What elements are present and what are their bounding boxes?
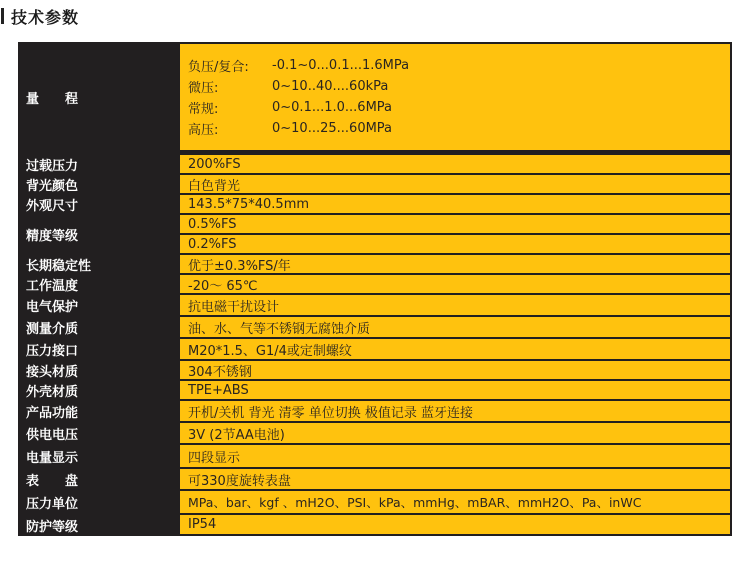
range-key: 微压: [188, 81, 219, 96]
table-row [18, 316, 732, 338]
range-key: 负压/复合: [188, 60, 249, 75]
row-value: TPE+ABS [180, 381, 730, 399]
row-value: 143.5*75*40.5mm [180, 195, 730, 213]
table-row [18, 490, 732, 514]
section-title: 技术参数 [11, 7, 80, 27]
row-value: 四段显示 [180, 445, 730, 467]
row-label: 供电电压 [26, 427, 79, 443]
row-value: MPa、bar、kgf 、mH2O、PSI、kPa、mmHg、mBAR、mmH2O、Pa、inWC [180, 491, 730, 513]
row-label: 外观尺寸 [26, 198, 79, 214]
row-label: 外壳材质 [26, 384, 79, 400]
row-label: 量 程 [26, 91, 79, 107]
row-value: 0.2%FS [180, 235, 730, 253]
table-row [18, 422, 732, 444]
range-value: 0~10...25...60MPa [272, 121, 393, 136]
table-row [18, 380, 732, 400]
table-row [18, 194, 732, 214]
row-value: 可330度旋转表盘 [180, 469, 730, 489]
row-value: 油、水、气等不锈钢无腐蚀介质 [180, 317, 730, 337]
range-value: 0~10..40....60kPa [272, 79, 389, 94]
row-value: -20～ 65℃ [180, 275, 730, 293]
range-line [188, 118, 392, 139]
row-label: 压力接口 [26, 343, 79, 359]
row-value: IP54 [180, 515, 730, 534]
row-label: 产品功能 [26, 405, 79, 421]
row-label: 接头材质 [26, 364, 79, 380]
table-row-range [18, 42, 732, 152]
table-row [18, 254, 732, 274]
range-key: 高压: [188, 123, 219, 138]
row-values [180, 42, 730, 152]
row-label: 表 盘 [26, 473, 79, 489]
row-label: 长期稳定性 [26, 258, 92, 274]
table-row [18, 338, 732, 360]
range-cell [180, 44, 730, 150]
row-value: 304不锈钢 [180, 361, 730, 379]
row-value: 抗电磁干扰设计 [180, 295, 730, 315]
row-value: 白色背光 [180, 175, 730, 193]
row-label: 精度等级 [26, 228, 79, 244]
table-row [18, 514, 732, 536]
table-row [18, 174, 732, 194]
row-label: 测量介质 [26, 321, 79, 337]
range-key: 常规: [188, 102, 219, 117]
table-row [18, 274, 732, 294]
title-accent-bar [1, 8, 4, 24]
row-label: 压力单位 [26, 496, 79, 512]
row-value: 开机/关机 背光 清零 单位切换 极值记录 蓝牙连接 [180, 401, 730, 421]
table-row [18, 154, 732, 174]
table-row [18, 214, 732, 254]
range-value: 0~0.1...1.0...6MPa [272, 100, 393, 115]
range-line [188, 76, 388, 97]
table-row [18, 400, 732, 422]
range-value: -0.1~0...0.1...1.6MPa [272, 58, 410, 73]
range-line [188, 55, 409, 76]
table-row [18, 468, 732, 490]
spec-table [18, 42, 732, 536]
row-label: 电量显示 [26, 450, 79, 466]
row-label: 电气保护 [26, 299, 79, 315]
row-value: 优于±0.3%FS/年 [180, 255, 730, 273]
row-label: 工作温度 [26, 278, 79, 294]
section-header [0, 5, 79, 27]
row-value: M20*1.5、G1/4或定制螺纹 [180, 339, 730, 359]
row-value: 3V (2节AA电池) [180, 423, 730, 443]
table-row [18, 294, 732, 316]
table-row [18, 444, 732, 468]
table-row [18, 360, 732, 380]
row-value: 0.5%FS [180, 215, 730, 233]
range-line [188, 97, 392, 118]
row-label: 过载压力 [26, 158, 79, 174]
row-value: 200%FS [180, 155, 730, 173]
row-label: 背光颜色 [26, 178, 79, 194]
row-label: 防护等级 [26, 519, 79, 535]
